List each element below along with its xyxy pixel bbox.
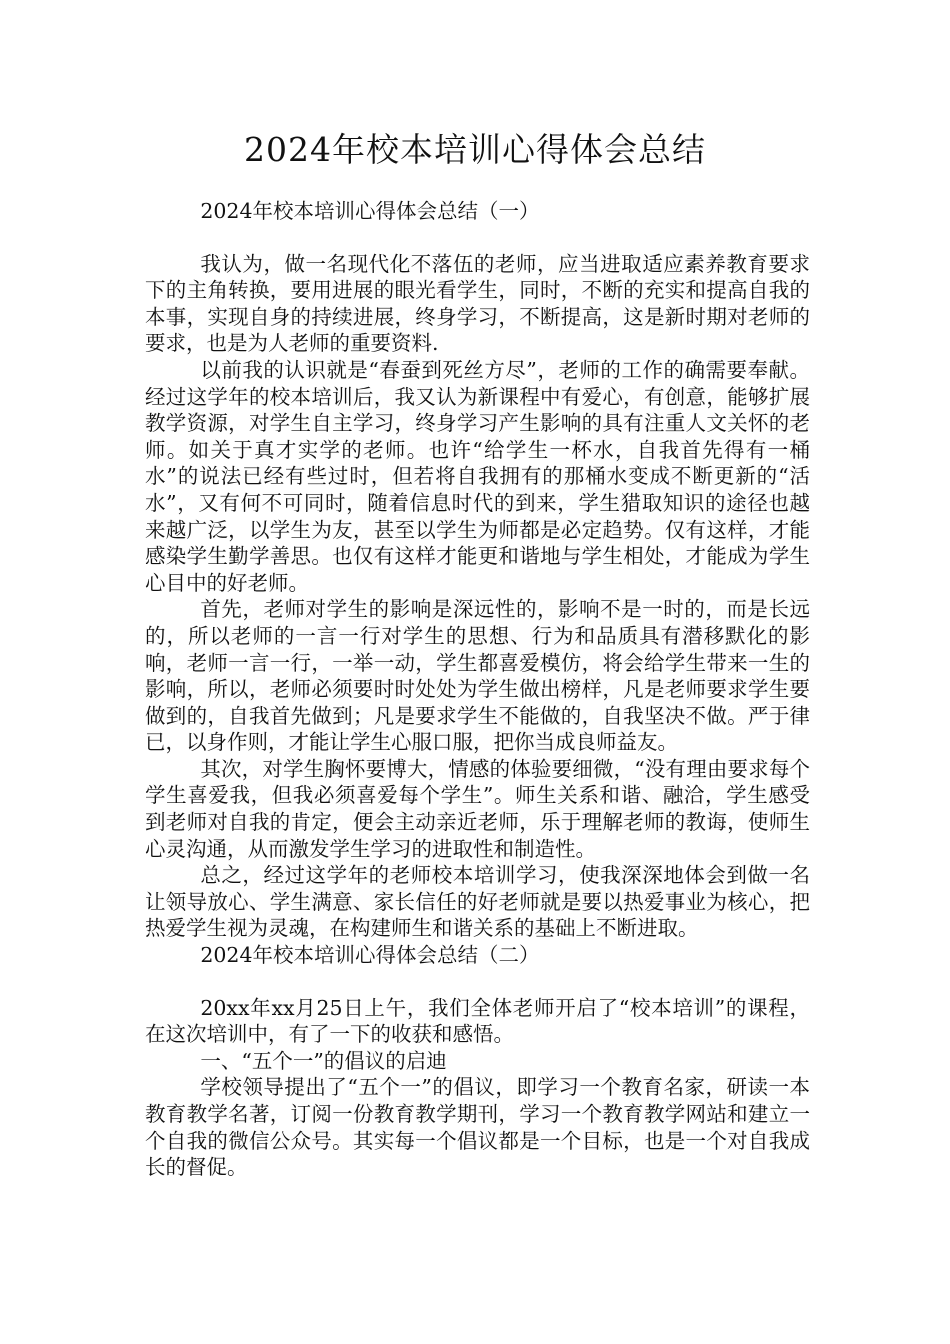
paragraph: 我认为，做一名现代化不落伍的老师，应当进取适应素养教育要求下的主角转换，要用进展的眼光看学生，同时，不断的充实和提高自我的本事，实现自身的持续进展，终身学习，不断提高，这是新时期对老师的要求，也是为人老师的重要资料. [145,251,810,356]
paragraph: 首先，老师对学生的影响是深远性的，影响不是一时的，而是长远的，所以老师的一言一行对学生的思想、行为和品质具有潜移默化的影响，老师一言一行，一举一动，学生都喜爱模仿，将会给学生带来一生的影响，所以，老师必须要时时处处为学生做出榜样，凡是老师要求学生要做到的，自我首先做到；凡是要求学生不能做的，自我坚决不做。严于律已，以身作则，才能让学生心服口服，把你当成良师益友。 [145,597,810,755]
spacer [145,225,810,251]
paragraph: 总之，经过这学年的老师校本培训学习，使我深深地体会到做一名让领导放心、学生满意、家长信任的好老师就是要以热爱事业为核心，把热爱学生视为灵魂，在构建师生和谐关系的基础上不断进取。 [145,863,810,941]
document-body [145,198,810,1181]
paragraph: 以前我的认识就是“春蚕到死丝方尽”，老师的工作的确需要奉献。经过这学年的校本培训后，我又认为新课程中有爱心，有创意，能够扩展教学资源，对学生自主学习，终身学习产生影响的具有注重人文关怀的老师。如关于真才实学的老师。也许“给学生一杯水，自我首先得有一桶水”的说法已经有些过时，但若将自我拥有的那桶水变成不断更新的“活水”，又有何不可同时，随着信息时代的到来，学生猎取知识的途径也越来越广泛，以学生为友，甚至以学生为师都是必定趋势。仅有这样，才能感染学生勤学善思。也仅有这样才能更和谐地与学生相处，才能成为学生心目中的好老师。 [145,357,810,595]
section-heading-1: 2024年校本培训心得体会总结（一） [200,199,540,223]
document-title: 2024年校本培训心得体会总结 [244,130,706,169]
paragraph: 20xx年xx月25日上午，我们全体老师开启了“校本培训”的课程，在这次培训中，有了一下的收获和感悟。 [145,995,810,1047]
paragraph: 学校领导提出了“五个一”的倡议，即学习一个教育名家，研读一本教育教学名著，订阅一份教育教学期刊，学习一个教育教学网站和建立一个自我的微信公众号。其实每一个倡议都是一个目标，也是一个对自我成长的督促。 [145,1075,810,1180]
paragraph: 其次，对学生胸怀要博大，情感的体验要细微，“没有理由要求每个学生喜爱我，但我必须喜爱每个学生”。师生关系和谐、融洽，学生感受到老师对自我的肯定，便会主动亲近老师，乐于理解老师的教诲，使师生心灵沟通，从而激发学生学习的进取性和制造性。 [145,756,810,861]
section-heading-2: 2024年校本培训心得体会总结（二） [200,943,540,968]
spacer [145,969,810,995]
subheading: 一、“五个一”的倡议的启迪 [200,1048,447,1073]
